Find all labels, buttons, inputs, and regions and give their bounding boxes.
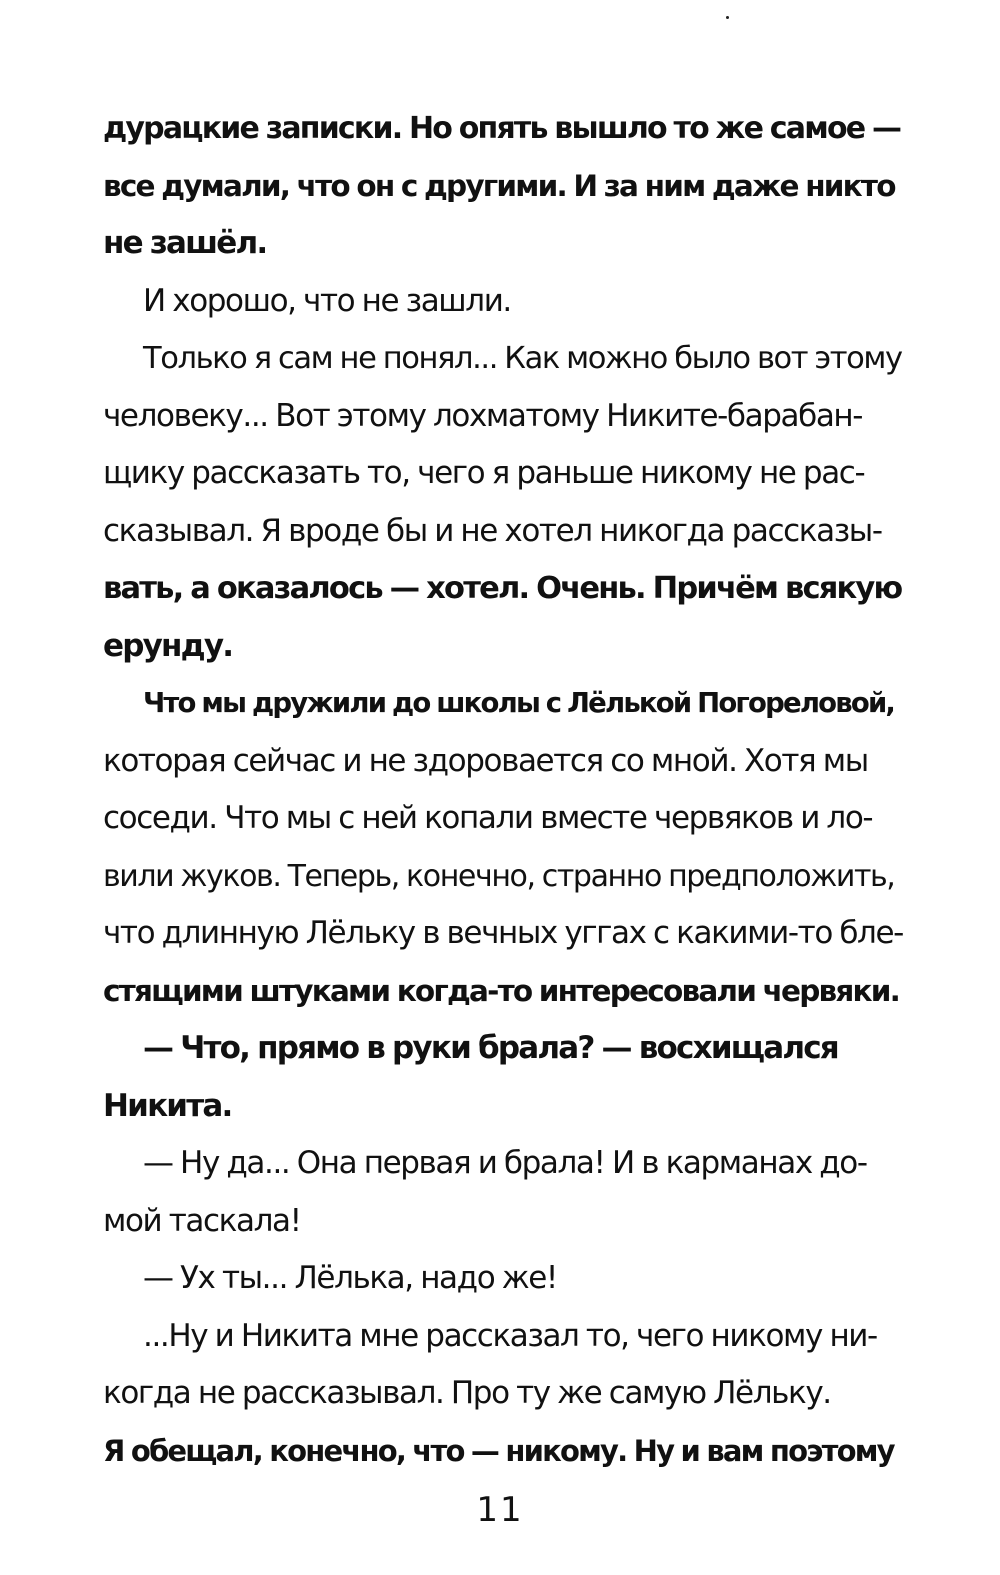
text-line: Что мы дружили до школы с Лёлькой Погореловой, <box>143 687 895 719</box>
text-line: все думали, что он с другими. И за ним даже никто <box>103 168 895 203</box>
text-line: что длинную Лёльку в вечных уггах с какими-то бле- <box>103 915 903 951</box>
text-line: щику рассказать то, чего я раньше никому не рас- <box>103 455 865 491</box>
text-line: соседи. Что мы с ней копали вместе червяков и ло- <box>103 800 873 836</box>
text-line: мой таскала! <box>103 1202 301 1239</box>
text-line: вать, а оказалось — хотел. Очень. Причём всякую <box>103 571 902 606</box>
text-line: Никита. <box>103 1087 232 1124</box>
text-line: — Ух ты... Лёлька, надо же! <box>143 1260 557 1296</box>
text-line: Только я сам не понял... Как можно было вот этому <box>143 341 902 376</box>
text-line: не зашёл. <box>103 225 267 261</box>
text-line: сказывал. Я вроде бы и не хотел никогда рассказы- <box>103 512 882 549</box>
text-line: человеку... Вот этому лохматому Никите-барабан- <box>103 397 863 434</box>
text-line: когда не рассказывал. Про ту же самую Лёльку. <box>103 1375 831 1411</box>
text-line: И хорошо, что не зашли. <box>143 282 511 319</box>
text-line: ерунду. <box>103 627 233 664</box>
text-line: стящими штуками когда-то интересовали червяки. <box>103 973 900 1008</box>
text-line: — Ну да... Она первая и брала! И в карманах до- <box>143 1145 867 1181</box>
page-number: 11 <box>476 1490 524 1530</box>
body-text <box>103 100 903 1480</box>
text-line: дурацкие записки. Но опять вышло то же самое — <box>103 111 901 146</box>
speck <box>726 16 729 19</box>
text-line: вили жуков. Теперь, конечно, странно предположить, <box>103 858 895 894</box>
text-line: ...Ну и Никита мне рассказал то, чего никому ни- <box>143 1317 877 1354</box>
text-line: Я обещал, конечно, что — никому. Ну и вам поэтому <box>103 1433 894 1468</box>
text-line: которая сейчас и не здоровается со мной. Хотя мы <box>103 742 868 779</box>
text-line: — Что, прямо в руки брала? — восхищался <box>143 1030 838 1066</box>
